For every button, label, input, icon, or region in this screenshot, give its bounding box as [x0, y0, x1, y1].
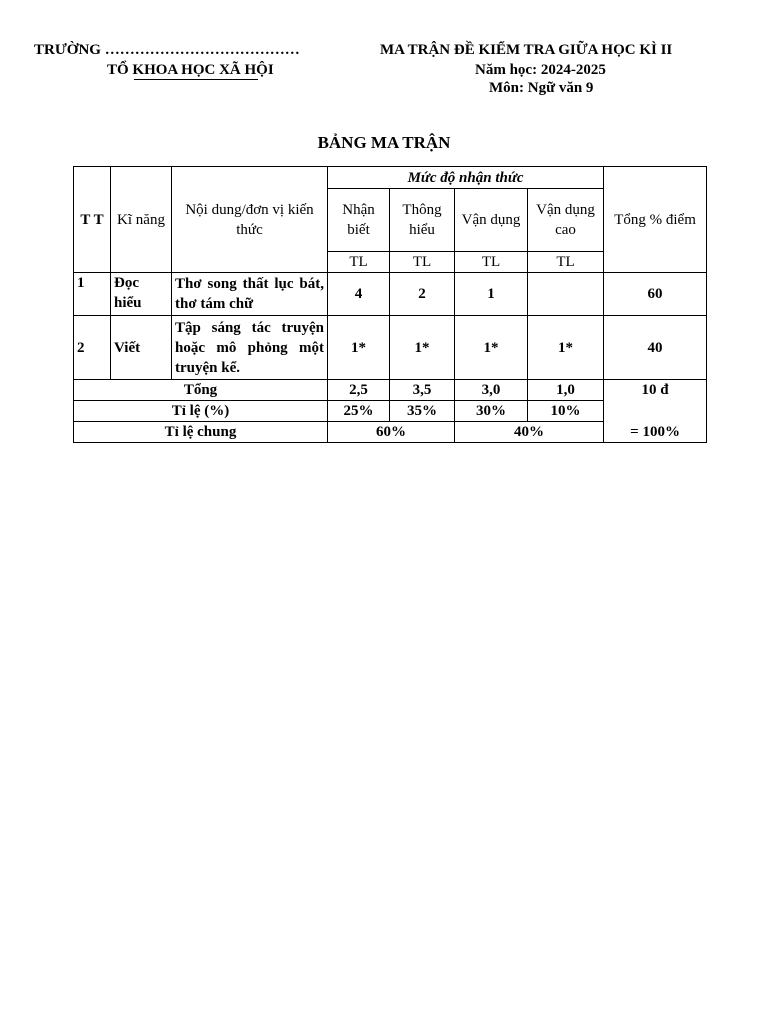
row-1-tt: 1: [74, 273, 111, 316]
header-level-1: Nhận biết: [328, 189, 390, 252]
summary-row-total: [74, 380, 707, 401]
common-label: Tỉ lệ chung: [74, 422, 328, 443]
subject: Môn: Ngữ văn 9: [489, 80, 594, 96]
ratio-value-2: 35%: [390, 401, 455, 422]
row-2-value-4: 1*: [528, 316, 604, 380]
row-1-total: 60: [604, 273, 707, 316]
header-format-3: TL: [455, 252, 528, 273]
total-label: Tổng: [74, 380, 328, 401]
header-format-1: TL: [328, 252, 390, 273]
row-1-value-3: 1: [455, 273, 528, 316]
total-value-1: 2,5: [328, 380, 390, 401]
school-name: TRƯỜNG …………………………………: [34, 42, 300, 58]
row-2-value-3: 1*: [455, 316, 528, 380]
row-2-total: 40: [604, 316, 707, 380]
school-year: Năm học: 2024-2025: [475, 62, 606, 78]
header-skill: Kĩ năng: [111, 167, 172, 273]
ratio-label: Tỉ lệ (%): [74, 401, 328, 422]
row-1-value-4: [528, 273, 604, 316]
row-2-tt: 2: [74, 316, 111, 380]
header-total: Tổng % điểm: [604, 167, 707, 273]
header-format-4: TL: [528, 252, 604, 273]
summary-row-ratio: [74, 401, 707, 422]
ratio-value-4: 10%: [528, 401, 604, 422]
header-level-group: Mức độ nhận thức: [328, 167, 604, 189]
department-name: TỔ KHOA HỌC XÃ HỘI: [107, 62, 274, 78]
matrix-table: [73, 166, 707, 443]
header-content: Nội dung/đơn vị kiến thức: [172, 167, 328, 273]
row-2-value-2: 1*: [390, 316, 455, 380]
row-1-content: Thơ song thất lục bát, thơ tám chữ: [172, 273, 328, 316]
row-1-skill: Đọc hiểu: [111, 273, 172, 316]
header-level-2: Thông hiểu: [390, 189, 455, 252]
ratio-value-1: 25%: [328, 401, 390, 422]
total-value-2: 3,5: [390, 380, 455, 401]
total-value-4: 1,0: [528, 380, 604, 401]
department-underline: [134, 79, 258, 80]
common-total: = 100%: [604, 401, 707, 443]
common-value-2: 40%: [455, 422, 604, 443]
exam-title: MA TRẬN ĐỀ KIỂM TRA GIỮA HỌC KÌ II: [380, 42, 673, 58]
row-2-skill: Viết: [111, 316, 172, 380]
table-row: [74, 273, 707, 316]
total-points: 10 đ: [604, 380, 707, 401]
row-2-value-1: 1*: [328, 316, 390, 380]
row-1-value-2: 2: [390, 273, 455, 316]
table-title: BẢNG MA TRẬN: [317, 133, 451, 152]
table-row: [74, 316, 707, 380]
header-level-4: Vận dụng cao: [528, 189, 604, 252]
total-value-3: 3,0: [455, 380, 528, 401]
row-1-value-1: 4: [328, 273, 390, 316]
common-value-1: 60%: [328, 422, 455, 443]
header-tt: T T: [74, 167, 111, 273]
ratio-value-3: 30%: [455, 401, 528, 422]
header-format-2: TL: [390, 252, 455, 273]
row-2-content: Tập sáng tác truyện hoặc mô phỏng một truyện kể.: [172, 316, 328, 380]
header-level-3: Vận dụng: [455, 189, 528, 252]
